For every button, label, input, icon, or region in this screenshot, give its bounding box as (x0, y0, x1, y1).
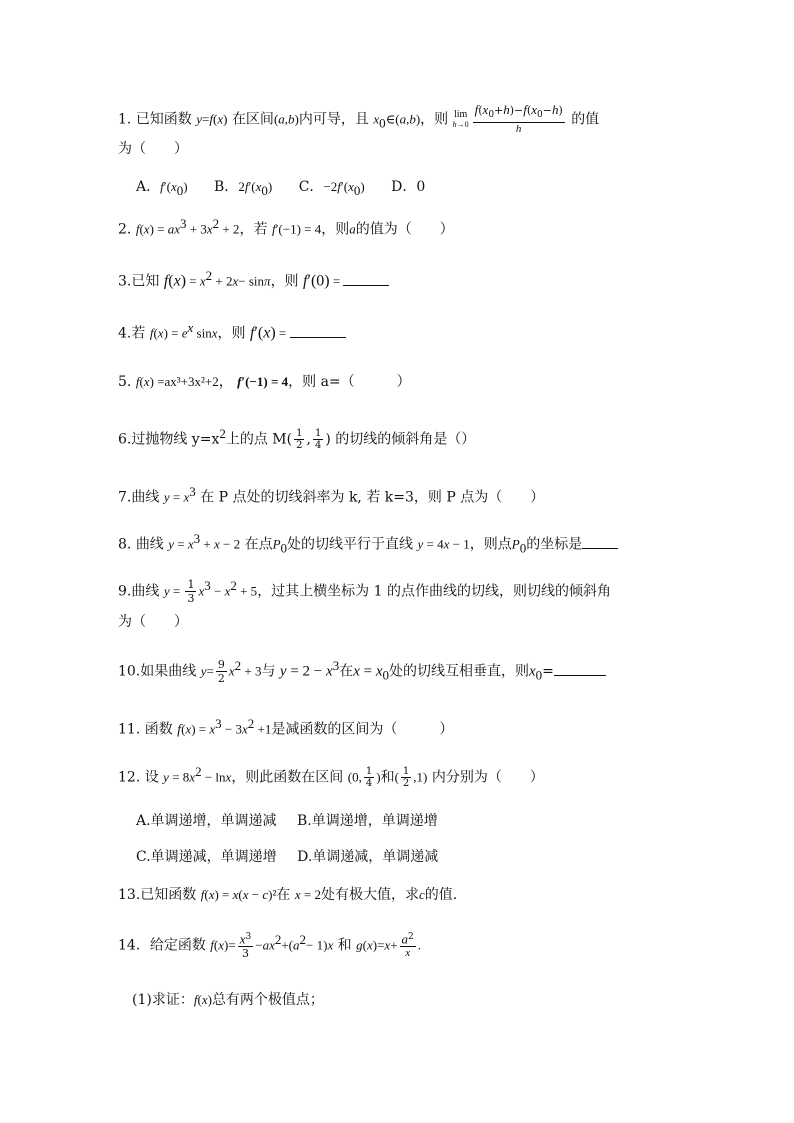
question-6: 6.过抛物线 $y=x^2$上的点 M( $\frac{1}{2}$ , $\frac{1}{4}$ ) 的切线的倾斜角是（） (118, 426, 476, 452)
question-14: 14．给定函数 f(x)= $\frac{x^3}{3}$ $-ax^2+(a^2- 1)x$ 和 g(x)=x+ $\frac{a^2}{x}$ . (118, 931, 422, 961)
question-1-line2: 为（ ） (118, 141, 188, 157)
question-14-part-1: (1)求证：f(x)总有两个极值点； (132, 992, 324, 1008)
question-7: 7.曲线 $y = x^3$ 在 P 点处的切线斜率为 k, 若 k=3，则 P 点为（ ） (118, 484, 545, 506)
question-3: 3.已知 $f(x) = x^2 + 2x- \sin\pi$，则 f′(0) = (118, 266, 678, 292)
question-11: 11. 函数 $f(x) = x^3 - 3x^2 +1$是减函数的区间为（ ） (118, 716, 454, 738)
question-12-options-ab (136, 810, 460, 830)
answer-blank[interactable] (554, 663, 606, 676)
answer-blank[interactable] (343, 273, 389, 286)
answer-blank[interactable] (290, 325, 346, 338)
question-12: 12. 设 $y = 8x^2 - \ln x$，则此函数在区间 (0, $\frac{1}{4}$ )和( $\frac{1}{2}$ ,1) 内分别为（ ） (118, 764, 544, 790)
question-4: 4.若 $f(x) = e^x$ sinx，则 f′(x) = (118, 318, 678, 344)
question-1: 1. 已知函数 y=f(x) 在区间(a,b)内可导，且 $x_0\in(a,b)$，则 lim h→0 $\frac{f(x_0+h)-f(x_0-h)}{h}$ 的值 (118, 102, 600, 136)
question-9-line2: 为（ ） (118, 614, 188, 630)
lim-symbol: lim h→0 (452, 108, 469, 129)
option-a: A．$f'(x_0)$ (136, 179, 188, 198)
math: y (196, 111, 203, 127)
question-8: 8. 曲线 $y = x^3 + x - 2$ 在点$P_0$处的切线平行于直线 y = 4x − 1，则点$P_0$的坐标是 (118, 529, 678, 558)
question-9: 9.曲线 y = $\frac{1}{3}$ $x^3 - x^2 + 5$，过其上横坐标为 1 的点作曲线的切线，则切线的倾斜角 (118, 578, 611, 606)
question-10: 10.如果曲线 y= $\frac{9}{2}$ $x^2 + 3$与 $y = 2 - x^3$在$x = x_0$处的切线互相垂直，则$x_0=$ (118, 656, 678, 685)
question-5: 5. f(x) =ax³+3x²+2， f′(−1) = 4，则 a=（ ） (118, 374, 411, 390)
option-c: C．$-2f'(x_0)$ (298, 179, 365, 198)
option-a: A.单调递增，单调递减 (136, 813, 277, 829)
question-1-options (136, 176, 447, 199)
question-2: 2. $f(x) = ax^3 + 3x^2 + 2$，若 f′(−1) = 4，则a的值为（ ） (118, 216, 454, 238)
option-c: C.单调递减，单调递增 (136, 849, 277, 865)
option-d: D．0 (391, 179, 426, 195)
fraction: $\frac{f(x_0+h)-f(x_0-h)}{h}$ (474, 102, 563, 136)
answer-blank[interactable] (582, 536, 618, 549)
question-12-options-cd (136, 846, 460, 866)
option-b: B.单调递增，单调递增 (297, 813, 438, 829)
option-b: B．$2f'(x_0)$ (214, 179, 273, 198)
option-d: D.单调递减，单调递减 (297, 849, 439, 865)
question-13: 13.已知函数 f(x) = x(x − c)²在 x = 2处有极大值，求c的值. (118, 887, 458, 903)
